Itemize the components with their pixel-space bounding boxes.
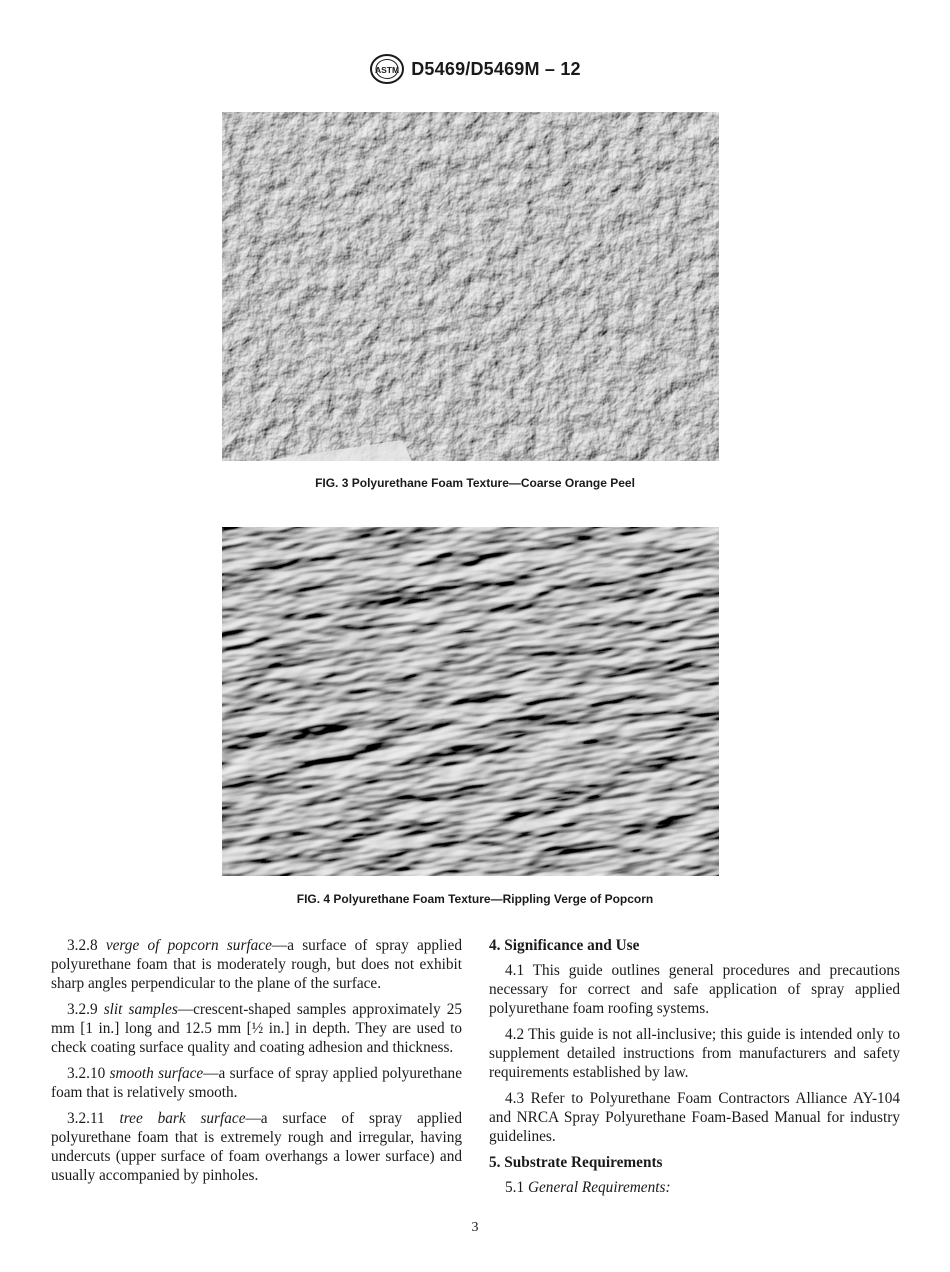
figure-4-caption: FIG. 4 Polyurethane Foam Texture—Rippling Verge of Popcorn <box>296 892 654 906</box>
paragraph-4-2: 4.2 This guide is not all-inclusive; this guide is intended only to supplement detailed instructions from manufacturers and safety requirements established by law. <box>489 1026 900 1081</box>
figure-3-photo-coarse-orange-peel <box>222 112 719 461</box>
section-5-heading: 5. Substrate Requirements <box>489 1154 663 1171</box>
term-tree-bark-surface: tree bark surface <box>119 1110 246 1127</box>
term-slit-samples: slit samples <box>103 1001 178 1018</box>
page-header <box>0 52 950 86</box>
paragraph-3-2-9: 3.2.9 slit samples—crescent-shaped samples approximately 25 mm [1 in.] long and 12.5 mm [½ in.] in depth. They are used to check coating surface quality and coating adhesion and thickness. <box>51 1001 462 1056</box>
page-number: 3 <box>471 1220 479 1235</box>
section-4-heading: 4. Significance and Use <box>489 937 640 954</box>
figure-3-caption: FIG. 3 Polyurethane Foam Texture—Coarse Orange Peel <box>315 476 635 490</box>
paragraph-4-1: 4.1 This guide outlines general procedures and precautions necessary for correct and safe application of spray applied polyurethane foam roofing systems. <box>489 962 900 1017</box>
standard-designation: D5469/D5469M – 12 <box>411 58 581 79</box>
paragraph-3-2-11: 3.2.11 tree bark surface—a surface of spray applied polyurethane foam that is extremely rough and irregular, having undercuts (upper surface of foam overhangs a lower surface) and usually accompanied by pinholes. <box>51 1110 462 1184</box>
paragraph-4-3: 4.3 Refer to Polyurethane Foam Contractors Alliance AY-104 and NRCA Spray Polyurethane Foam-Based Manual for industry guidelines. <box>489 1090 900 1145</box>
term-verge-of-popcorn-surface: verge of popcorn surface <box>105 937 272 954</box>
astm-logo <box>369 53 405 85</box>
left-text-column <box>51 936 462 1192</box>
paragraph-3-2-8: 3.2.8 verge of popcorn surface—a surface of spray applied polyurethane foam that is moderately rough, but does not exhibit sharp angles perpendicular to the plane of the surface. <box>51 937 462 992</box>
right-text-column <box>489 936 900 1204</box>
term-smooth-surface: smooth surface <box>109 1065 204 1082</box>
paragraph-5-1: 5.1 General Requirements: <box>505 1179 671 1196</box>
figure-4-photo-rippling-verge-of-popcorn <box>222 527 719 876</box>
logo-text: ASTM <box>375 65 400 75</box>
paragraph-3-2-10: 3.2.10 smooth surface—a surface of spray applied polyurethane foam that is relatively smooth. <box>51 1065 462 1101</box>
term-general-requirements: General Requirements: <box>527 1179 671 1196</box>
